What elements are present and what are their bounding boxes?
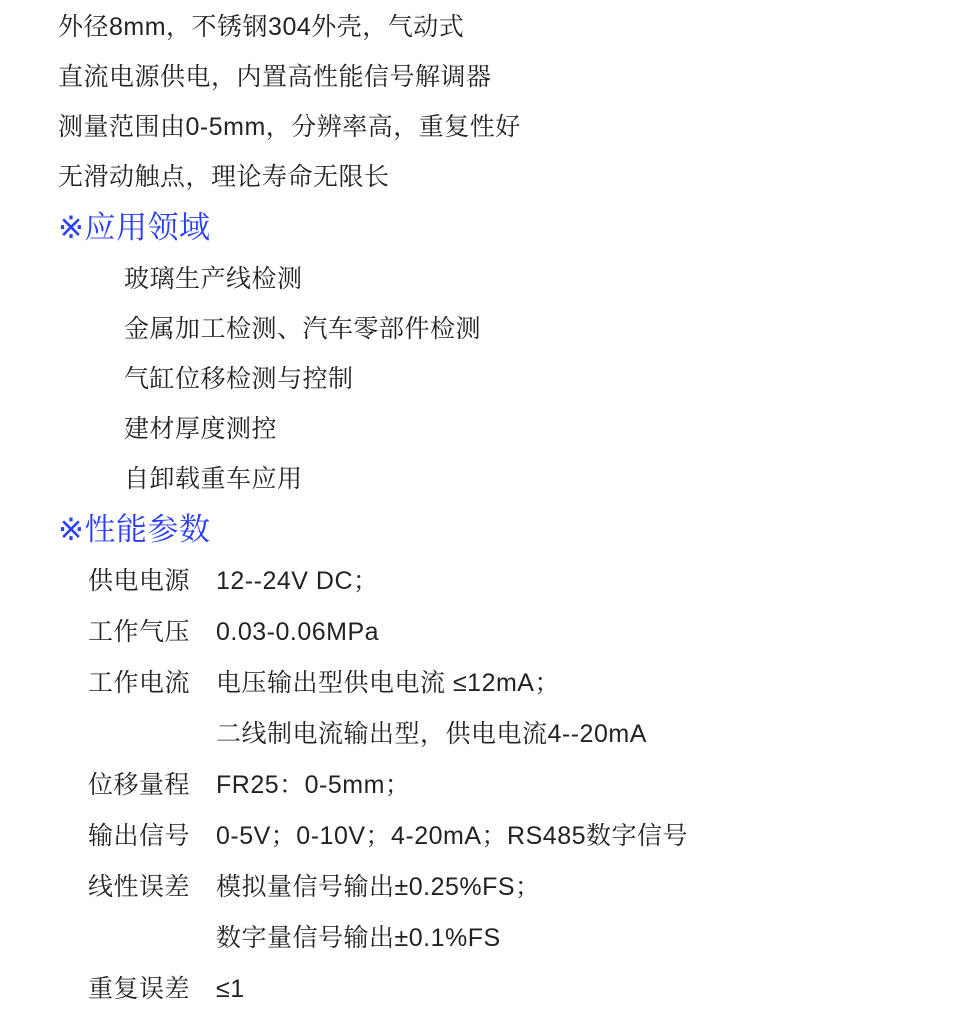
spec-label: 输出信号: [88, 822, 191, 850]
spec-label: 工作气压: [88, 618, 191, 646]
table-row: [0, 658, 960, 709]
list-item: 气缸位移检测与控制: [124, 365, 354, 393]
spec-value: 0.03-0.06MPa: [216, 618, 380, 646]
spec-value: 模拟量信号输出±0.25%FS；: [216, 873, 541, 901]
specs-table: [0, 556, 960, 1003]
feature-line: 直流电源供电，内置高性能信号解调器: [58, 63, 492, 91]
table-row: [0, 964, 960, 1003]
spec-label: 线性误差: [88, 873, 191, 901]
spec-value: 二线制电流输出型，供电电流4--20mA: [216, 720, 647, 748]
table-row: [0, 862, 960, 913]
list-item: 玻璃生产线检测: [124, 265, 303, 293]
spec-value: 数字量信号输出±0.1%FS: [216, 924, 501, 952]
spec-label: 供电电源: [88, 567, 191, 595]
spec-value: 电压输出型供电电流 ≤12mA；: [216, 669, 560, 697]
list-item: 金属加工检测、汽车零部件检测: [124, 315, 482, 343]
spec-value: 12--24V DC；: [216, 567, 379, 595]
feature-line: 外径8mm，不锈钢304外壳，气动式: [58, 13, 465, 41]
list-item: 建材厚度测控: [124, 415, 278, 443]
feature-line: 测量范围由0-5mm，分辨率高，重复性好: [58, 113, 521, 141]
spec-value: 0-5V；0-10V；4-20mA；RS485数字信号: [216, 822, 688, 850]
table-row: [0, 811, 960, 862]
spec-label: 重复误差: [88, 975, 191, 1003]
applications-list: [0, 254, 960, 504]
spec-value: ≤1: [216, 975, 245, 1003]
applications-heading: ※应用领域: [58, 210, 211, 245]
spec-value: FR25：0-5mm；: [216, 771, 411, 799]
spec-label: 位移量程: [88, 771, 191, 799]
table-row: [0, 913, 960, 964]
features-list: [0, 2, 960, 202]
list-item: 自卸载重车应用: [124, 465, 303, 493]
table-row: [0, 556, 960, 607]
feature-line: 无滑动触点，理论寿命无限长: [58, 163, 390, 191]
table-row: [0, 607, 960, 658]
spec-label: 工作电流: [88, 669, 191, 697]
specs-heading: ※性能参数: [58, 512, 211, 547]
table-row: [0, 760, 960, 811]
table-row: [0, 709, 960, 760]
